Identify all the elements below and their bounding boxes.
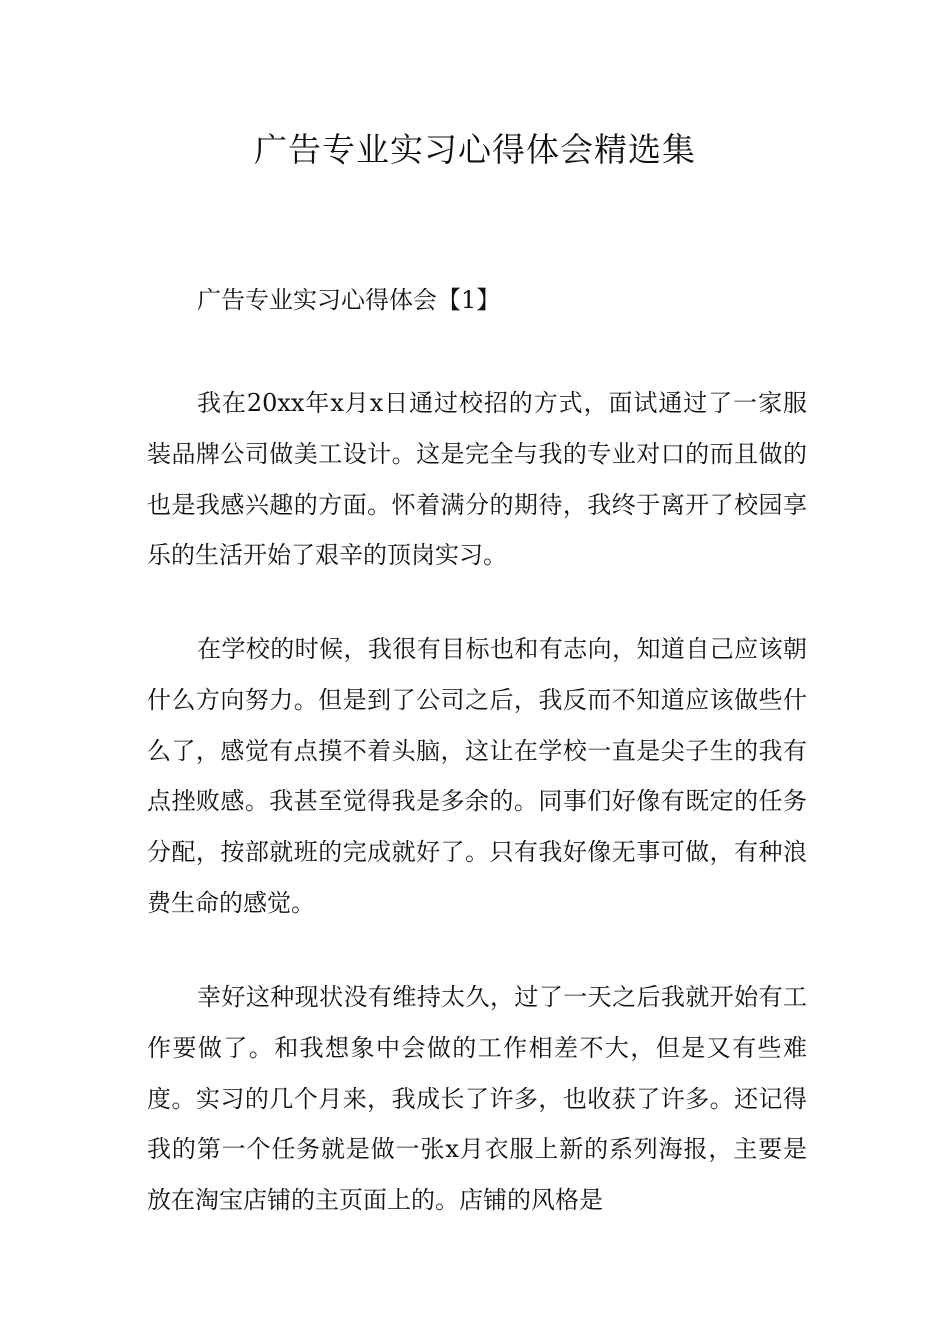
paragraph-3: 幸好这种现状没有维持太久，过了一天之后我就开始有工作要做了。和我想象中会做的工作相差不大，但是又有些难度。实习的几个月来，我成长了许多，也收获了许多。还记得我的第一个任务就是做一张x月衣服上新的系列海报，主要是放在淘宝店铺的主页面上的。店铺的风格是 — [147, 983, 807, 1215]
document-title: 广告专业实习心得体会精选集 — [254, 130, 696, 169]
section-heading: 广告专业实习心得体会【1】 — [197, 286, 501, 314]
paragraph-1: 我在20xx年x月x日通过校招的方式，面试通过了一家服装品牌公司做美工设计。这是完全与我的专业对口的而且做的也是我感兴趣的方面。怀着满分的期待，我终于离开了校园享乐的生活开始了艰辛的顶岗实习。 — [147, 389, 807, 570]
paragraph-2: 在学校的时候，我很有目标也和有志向，知道自己应该朝什么方向努力。但是到了公司之后，我反而不知道应该做些什么了，感觉有点摸不着头脑，这让在学校一直是尖子生的我有点挫败感。我甚至觉得我是多余的。同事们好像有既定的任务分配，按部就班的完成就好了。只有我好像无事可做，有种浪费生命的感觉。 — [147, 635, 807, 917]
